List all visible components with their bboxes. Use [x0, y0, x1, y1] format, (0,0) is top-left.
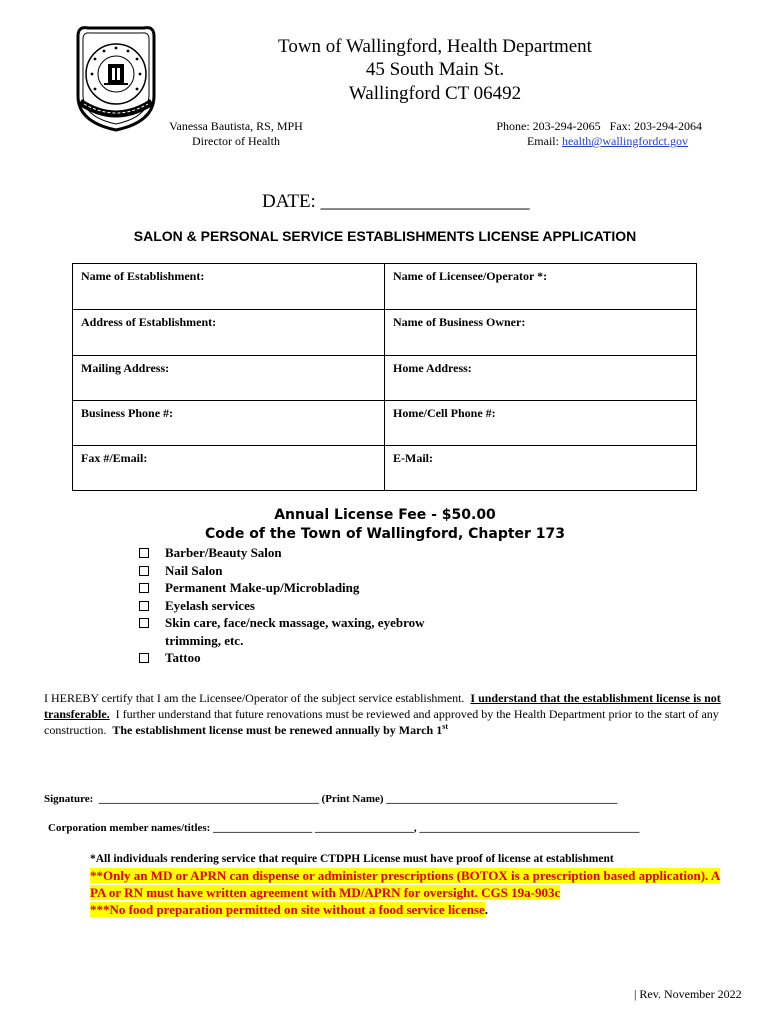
note-prescriptions	[90, 867, 730, 901]
email-field[interactable]: E-Mail:	[385, 446, 697, 491]
service-label: Permanent Make-up/Microblading	[165, 580, 360, 595]
service-option-eyelash[interactable]	[138, 597, 458, 615]
fax-email-field[interactable]: Fax #/Email:	[73, 446, 385, 491]
signature-line[interactable]: Signature: ________________________________________ (Print Name) __________________________________________	[44, 793, 618, 805]
revision-footer: | Rev. November 2022	[634, 987, 742, 1001]
certification-statement	[44, 690, 724, 738]
cert-text: I HEREBY certify that I am the Licensee/Operator of the subject service establishment.	[44, 691, 471, 705]
cert-renewal: The establishment license must be renewed annually by March 1	[112, 723, 443, 737]
note-food-prep	[90, 901, 730, 918]
service-checklist	[138, 544, 458, 667]
licensee-operator-field[interactable]: Name of Licensee/Operator *:	[385, 264, 697, 310]
annual-fee: Annual License Fee - $50.00	[274, 507, 496, 523]
application-title: SALON & PERSONAL SERVICE ESTABLISHMENTS LICENSE APPLICATION	[133, 228, 637, 244]
town-code-reference: Code of the Town of Wallingford, Chapter 173	[204, 526, 566, 542]
cert-non-transferable: I understand that the establishment license is not transferable.	[44, 691, 721, 721]
service-label: Barber/Beauty Salon	[165, 545, 282, 560]
notes-block	[90, 852, 730, 918]
checkbox[interactable]	[139, 548, 149, 558]
town-seal-logo	[70, 22, 162, 134]
home-cell-phone-field[interactable]: Home/Cell Phone #:	[385, 401, 697, 446]
department-street: 45 South Main St.	[365, 59, 505, 80]
department-name: Town of Wallingford, Health Department	[278, 36, 592, 57]
checkbox[interactable]	[139, 618, 149, 628]
home-address-field[interactable]: Home Address:	[385, 356, 697, 401]
checkbox[interactable]	[139, 583, 149, 593]
service-option-nail-salon[interactable]	[138, 562, 458, 580]
table-row	[73, 264, 697, 310]
cert-text-renovations: I further understand that future renovations must be reviewed and approved by the Health Department prior to the start of any construction.	[44, 707, 722, 737]
service-label: Skin care, face/neck massage, waxing, eyebrow trimming, etc.	[165, 615, 425, 648]
service-label: Nail Salon	[165, 562, 223, 578]
phone-fax: Phone: 203-294-2065 Fax: 203-294-2064	[496, 119, 702, 133]
date-field[interactable]: DATE: ______________________	[262, 191, 530, 212]
director-block	[150, 119, 322, 149]
service-option-barber-beauty[interactable]	[138, 544, 458, 562]
service-option-skin-care[interactable]	[138, 614, 465, 649]
service-option-permanent-makeup[interactable]	[138, 579, 458, 597]
email-label: Email:	[526, 134, 562, 148]
establishment-name-field[interactable]: Name of Establishment:	[73, 264, 385, 310]
cert-renewal-sup: st	[442, 722, 449, 731]
email-link[interactable]: health@wallingfordct.gov	[561, 134, 688, 148]
checkbox[interactable]	[139, 653, 149, 663]
business-owner-field[interactable]: Name of Business Owner:	[385, 310, 697, 356]
service-label: Tattoo	[165, 650, 201, 665]
table-row	[73, 446, 697, 491]
note-license-proof: *All individuals rendering service that require CTDPH License must have proof of license at establishment	[90, 853, 614, 865]
establishment-address-field[interactable]: Address of Establishment:	[73, 310, 385, 356]
establishment-info-table	[72, 263, 697, 491]
department-city: Wallingford CT 06492	[348, 83, 522, 104]
table-row	[73, 401, 697, 446]
table-row	[73, 356, 697, 401]
mailing-address-field[interactable]: Mailing Address:	[73, 356, 385, 401]
business-phone-field[interactable]: Business Phone #:	[73, 401, 385, 446]
corporation-members-line[interactable]: Corporation member names/titles: __________________ __________________, ________________________________________	[48, 822, 640, 834]
note-food-prep-text: ***No food preparation permitted on site without a food service license	[90, 902, 485, 917]
note-prescriptions-text: **Only an MD or APRN can dispense or administer prescriptions (BOTOX is a prescription based application). A PA or RN must have written agreement with MD/APRN for oversight. CGS 19a-903c	[90, 868, 721, 900]
checkbox[interactable]	[139, 601, 149, 611]
note-food-prep-period: .	[484, 902, 489, 917]
director-title: Director of Health	[192, 134, 280, 148]
email-line	[470, 134, 688, 149]
contact-block	[470, 119, 702, 149]
service-option-tattoo[interactable]	[138, 649, 458, 667]
service-label: Eyelash services	[165, 597, 255, 613]
director-name: Vanessa Bautista, RS, MPH	[169, 119, 303, 133]
checkbox[interactable]	[139, 566, 149, 576]
table-row	[73, 310, 697, 356]
